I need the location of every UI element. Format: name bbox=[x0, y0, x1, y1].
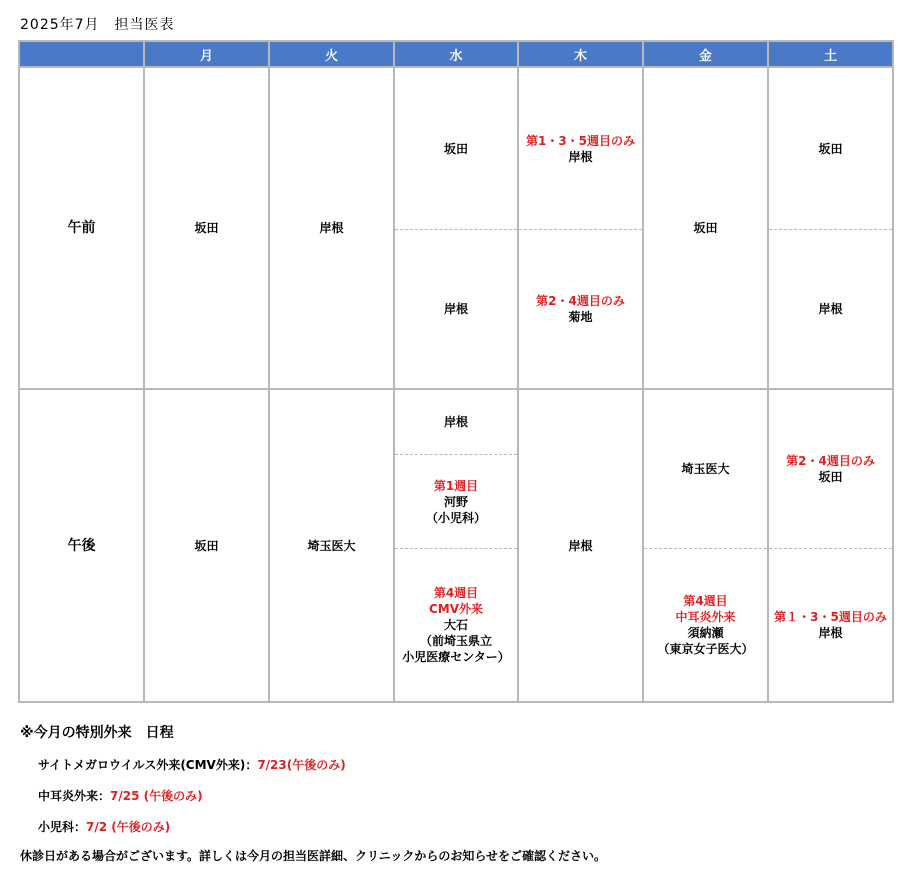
pm-wed-3-note1: 第4週目 bbox=[433, 586, 479, 600]
am-wed-top: 坂田 bbox=[443, 141, 468, 156]
header-row bbox=[19, 41, 893, 67]
am-mon: 坂田 bbox=[144, 67, 269, 389]
pm-fri-bottom-note1: 第4週目 bbox=[683, 593, 728, 608]
am-label: 午前 bbox=[19, 67, 144, 389]
am-row bbox=[19, 67, 893, 389]
header-wed: 水 bbox=[394, 41, 518, 67]
notes-item-pediatrics bbox=[38, 818, 606, 835]
notes-item-date: 7/23(午後のみ) bbox=[257, 758, 346, 772]
notes-item-cmv bbox=[38, 756, 606, 773]
pm-sat-top-note: 第2・4週目のみ bbox=[786, 454, 875, 468]
pm-fri-bottom-note2: 中耳炎外来 bbox=[675, 609, 736, 624]
am-thu-top-doctor: 岸根 bbox=[568, 149, 593, 164]
pm-fri-bottom-sub: （東京女子医大） bbox=[657, 641, 754, 656]
schedule-table bbox=[18, 40, 894, 703]
pm-wed-2-doctor: 河野 bbox=[443, 494, 468, 509]
am-tue: 岸根 bbox=[269, 67, 394, 389]
header-sat: 土 bbox=[768, 41, 893, 67]
pm-wed-3-sub1: （前埼玉県立 bbox=[419, 634, 492, 648]
pm-fri-bottom-doctor: 須納瀬 bbox=[687, 625, 724, 640]
notes-item-label: 中耳炎外来： bbox=[38, 789, 111, 803]
notes-footer: 休診日がある場合がございます。詳しくは今月の担当医詳細、クリニックからのお知らせをご確認ください。 bbox=[20, 849, 606, 863]
am-sat-top: 坂田 bbox=[818, 141, 843, 156]
am-thu-bottom-note: 第2・4週目のみ bbox=[536, 294, 625, 308]
pm-wed-2-note: 第1週目 bbox=[433, 478, 479, 493]
am-thu bbox=[518, 67, 643, 389]
am-thu-bottom-doctor: 菊地 bbox=[568, 310, 593, 324]
page-title: 2025年7月 担当医表 bbox=[20, 17, 175, 33]
pm-wed bbox=[394, 389, 518, 702]
notes-item-date: 7/25 (午後のみ) bbox=[110, 789, 203, 803]
header-corner bbox=[19, 41, 144, 67]
pm-wed-1: 岸根 bbox=[443, 415, 468, 429]
am-wed-bottom: 岸根 bbox=[443, 302, 468, 316]
am-fri: 坂田 bbox=[643, 67, 768, 389]
notes-item-label: 小児科： bbox=[38, 820, 87, 834]
am-sat-bottom: 岸根 bbox=[818, 302, 843, 316]
header-thu: 木 bbox=[518, 41, 643, 67]
pm-sat-top-doctor: 坂田 bbox=[818, 470, 843, 484]
am-wed bbox=[394, 67, 518, 389]
pm-wed-2-sub: （小児科） bbox=[425, 510, 486, 525]
pm-tue: 埼玉医大 bbox=[269, 389, 394, 702]
special-clinic-notes bbox=[20, 722, 606, 864]
pm-fri bbox=[643, 389, 768, 702]
pm-wed-3-sub2: 小児医療センター） bbox=[402, 650, 510, 664]
am-sat bbox=[768, 67, 893, 389]
pm-sat bbox=[768, 389, 893, 702]
pm-sat-bottom-note: 第１・3・5週目のみ bbox=[774, 609, 887, 624]
header-fri: 金 bbox=[643, 41, 768, 67]
notes-item-otitis bbox=[38, 787, 606, 804]
am-thu-top-note: 第1・3・5週目のみ bbox=[525, 133, 636, 148]
pm-mon: 坂田 bbox=[144, 389, 269, 702]
notes-item-label: サイトメガロウイルス外来(CMV外来)： bbox=[38, 758, 258, 772]
header-mon: 月 bbox=[144, 41, 269, 67]
pm-sat-bottom-doctor: 岸根 bbox=[818, 625, 843, 640]
pm-fri-top: 埼玉医大 bbox=[681, 462, 730, 476]
pm-row bbox=[19, 389, 893, 702]
pm-thu: 岸根 bbox=[518, 389, 643, 702]
pm-label: 午後 bbox=[19, 389, 144, 702]
header-tue: 火 bbox=[269, 41, 394, 67]
pm-wed-3-doctor: 大石 bbox=[443, 618, 468, 632]
notes-item-date: 7/2 (午後のみ) bbox=[86, 820, 171, 834]
notes-heading: ※今月の特別外来 日程 bbox=[20, 725, 174, 741]
pm-wed-3-note2: CMV外来 bbox=[428, 602, 484, 616]
